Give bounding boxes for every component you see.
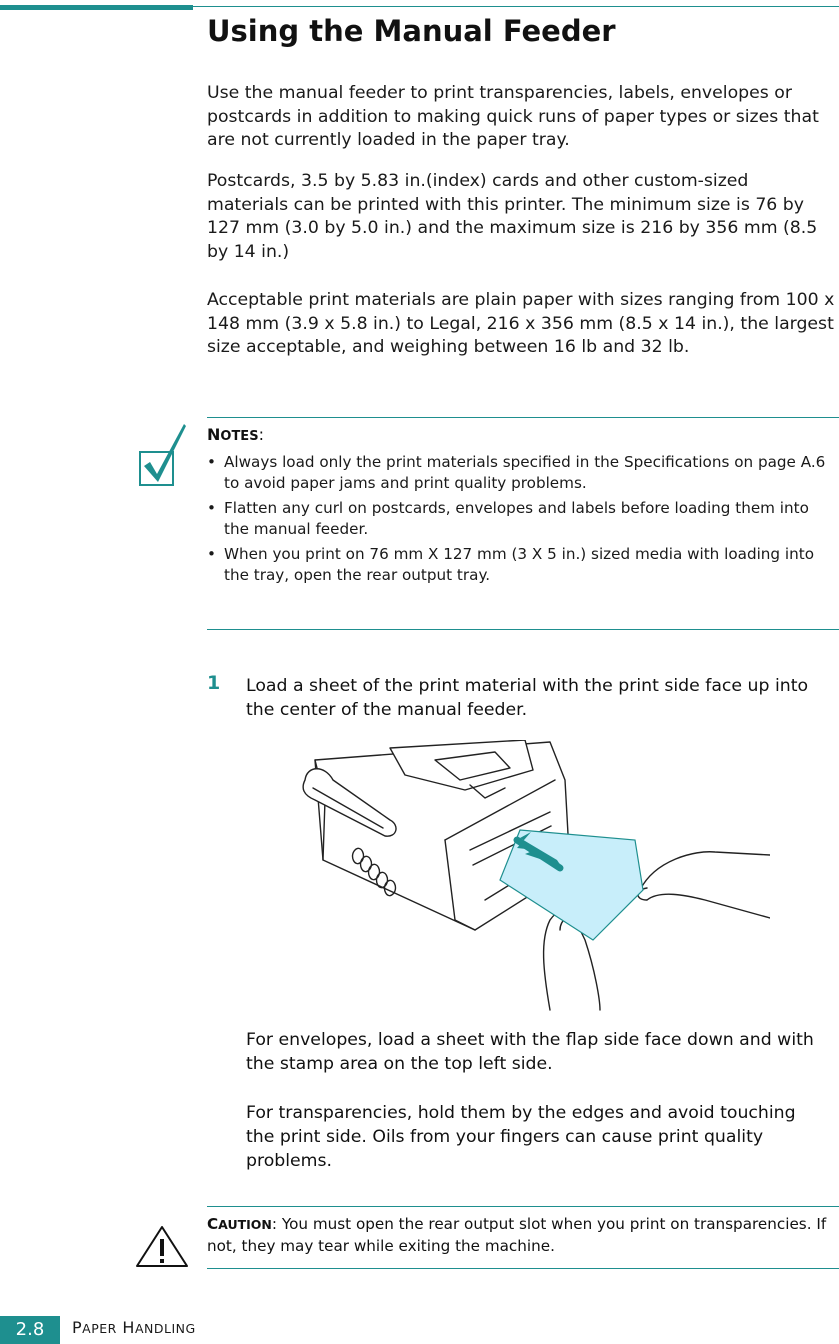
section-initial-2: H [116, 1318, 135, 1337]
step-instruction: Load a sheet of the print material with the print side face up into the center of the manual feeder. [246, 676, 809, 720]
caution-top-rule [207, 1206, 839, 1207]
page-title: Using the Manual Feeder [207, 14, 616, 48]
note-item: • When you print on 76 mm X 127 mm (3 X 5 in.) sized media with loading into the tray, open the rear output tray. [207, 544, 837, 585]
notes-list [207, 452, 837, 590]
section-rest-2: ANDLING [134, 1321, 196, 1336]
step-number: 1 [207, 672, 221, 694]
notes-label-initial: N [207, 425, 221, 444]
materials-paragraph: Acceptable print materials are plain paper with sizes ranging from 100 x 148 mm (3.9 x 5.8 in.) to Legal, 216 x 356 mm (8.5 x 14 in.), the largest size acceptable, and weighing between 16 lb and 32 lb. [207, 290, 835, 357]
note-item: • Flatten any curl on postcards, envelopes and labels before loading them into the manual feeder. [207, 498, 837, 539]
page-number: 2.8 [0, 1316, 60, 1344]
caution-label-rest: AUTION [218, 1217, 272, 1232]
caution-bottom-rule [207, 1268, 839, 1269]
header-rule [193, 6, 839, 7]
notes-heading [207, 425, 264, 444]
notes-bottom-rule [207, 629, 839, 630]
notes-label-colon: : [258, 425, 264, 444]
intro-paragraph: Use the manual feeder to print transparencies, labels, envelopes or postcards in addition to making quick runs of paper types or sizes that are not currently loaded in the paper tray. [207, 83, 819, 150]
header-accent-bar [0, 5, 193, 10]
envelope-instruction: For envelopes, load a sheet with the flap side face down and with the stamp area on the top left side. [246, 1030, 814, 1074]
transparency-instruction: For transparencies, hold them by the edges and avoid touching the print side. Oils from your fingers can cause print quality problems. [246, 1103, 796, 1171]
caution-text [207, 1214, 837, 1257]
section-title [72, 1318, 196, 1337]
caution-label-initial: C [207, 1215, 219, 1233]
sizes-paragraph: Postcards, 3.5 by 5.83 in.(index) cards and other custom-sized materials can be printed with this printer. The minimum size is 76 by 127 mm (3.0 by 5.0 in.) and the maximum size is 216 by 356 mm (8.5 by 14 in.) [207, 171, 818, 262]
section-initial-1: P [72, 1318, 83, 1337]
notes-label-rest: OTES [220, 429, 259, 444]
note-item: • Always load only the print materials specified in the Specifications on page A.6 to avoid paper jams and print quality problems. [207, 452, 837, 493]
warning-triangle-icon [135, 1224, 189, 1268]
notes-top-rule [207, 417, 839, 418]
section-rest-1: APER [82, 1321, 117, 1336]
manual-feeder-illustration [295, 740, 770, 1012]
caution-label [207, 1215, 272, 1233]
checkmark-icon [138, 420, 188, 490]
caution-body: : You must open the rear output slot when you print on transparencies. If not, they may tear while exiting the machine. [207, 1215, 827, 1255]
